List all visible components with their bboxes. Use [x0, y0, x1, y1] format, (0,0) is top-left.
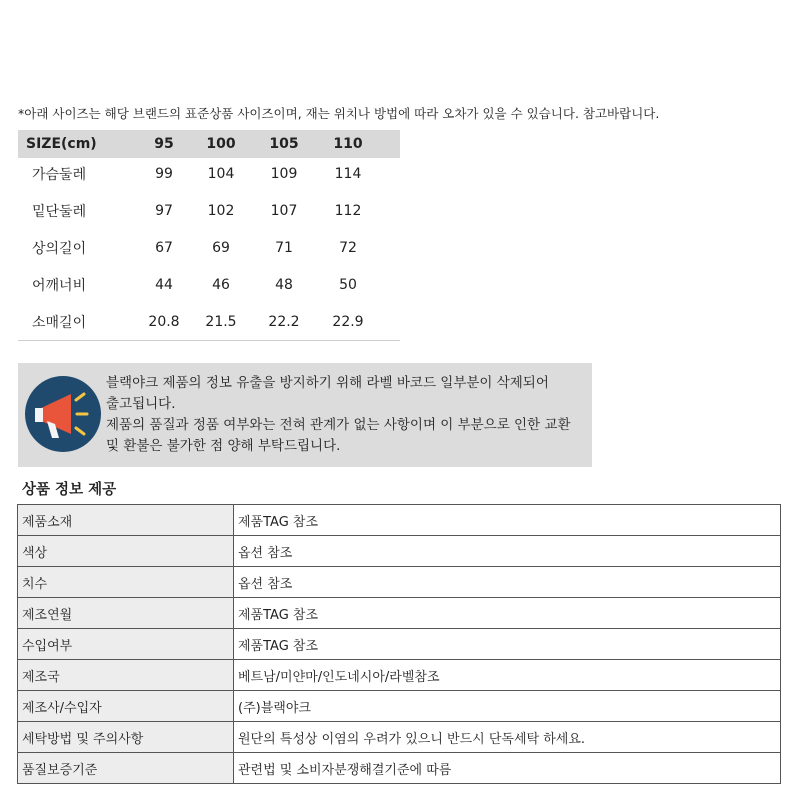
info-key: 제품소재 [18, 505, 234, 536]
table-row [18, 660, 781, 691]
info-key: 제조국 [18, 660, 234, 691]
info-value: 제품TAG 참조 [234, 505, 781, 536]
size-cell: 46 [212, 277, 230, 293]
notice-text [106, 373, 590, 457]
info-value: 원단의 특성상 이염의 우려가 있으니 반드시 단독세탁 하세요. [234, 722, 781, 753]
size-row-sleeve [18, 308, 400, 336]
size-row-chest [18, 160, 400, 188]
table-row [18, 567, 781, 598]
info-key: 색상 [18, 536, 234, 567]
size-cell: 48 [275, 277, 293, 293]
table-row [18, 753, 781, 784]
size-header-105: 105 [269, 136, 299, 152]
size-row-label: 밑단둘레 [32, 204, 87, 220]
size-cell: 72 [339, 240, 357, 256]
size-cell: 67 [155, 240, 173, 256]
size-cell: 97 [155, 203, 173, 219]
product-info-table [17, 504, 781, 784]
size-row-shoulder [18, 271, 400, 299]
size-cell: 107 [270, 203, 298, 219]
table-row [18, 536, 781, 567]
size-disclaimer-note: *아래 사이즈는 해당 브랜드의 표준상품 사이즈이며, 재는 위치나 방법에 따라 오차가 있을 수 있습니다. 참고바랍니다. [18, 106, 660, 121]
table-row [18, 598, 781, 629]
size-row-length [18, 234, 400, 262]
size-header-95: 95 [154, 136, 174, 152]
info-value: 베트남/미얀마/인도네시아/라벨참조 [234, 660, 781, 691]
info-value: 관련법 및 소비자분쟁해결기준에 따름 [234, 753, 781, 784]
info-key: 품질보증기준 [18, 753, 234, 784]
size-cell: 22.2 [268, 314, 300, 330]
size-row-label: 상의길이 [32, 241, 87, 257]
size-cell: 21.5 [205, 314, 237, 330]
table-row [18, 505, 781, 536]
info-key: 세탁방법 및 주의사항 [18, 722, 234, 753]
size-cell: 114 [334, 166, 362, 182]
table-row [18, 629, 781, 660]
size-cell: 112 [334, 203, 362, 219]
product-info-title: 상품 정보 제공 [22, 482, 117, 498]
info-value: 제품TAG 참조 [234, 629, 781, 660]
size-cell: 22.9 [332, 314, 364, 330]
size-cell: 20.8 [148, 314, 180, 330]
size-cell: 109 [270, 166, 298, 182]
size-cell: 50 [339, 277, 357, 293]
info-key: 치수 [18, 567, 234, 598]
notice-line: 및 환불은 불가한 점 양해 부탁드립니다. [106, 438, 341, 454]
size-header-100: 100 [206, 136, 236, 152]
size-header-110: 110 [333, 136, 363, 152]
size-row-hem [18, 197, 400, 225]
size-cell: 104 [207, 166, 235, 182]
size-cell: 71 [275, 240, 293, 256]
size-table-header [18, 130, 400, 158]
size-cell: 99 [155, 166, 173, 182]
megaphone-icon [25, 376, 101, 452]
notice-line: 제품의 품질과 정품 여부와는 전혀 관계가 없는 사항이며 이 부분으로 인한 교환 [106, 417, 571, 433]
info-key: 제조연월 [18, 598, 234, 629]
info-value: 옵션 참조 [234, 567, 781, 598]
size-row-label: 어깨너비 [32, 278, 87, 294]
barcode-notice-banner [18, 363, 592, 467]
table-row [18, 722, 781, 753]
info-value: 제품TAG 참조 [234, 598, 781, 629]
table-row [18, 691, 781, 722]
notice-line: 블랙야크 제품의 정보 유출을 방지하기 위해 라벨 바코드 일부분이 삭제되어 [106, 375, 549, 391]
size-row-label: 가슴둘레 [32, 167, 87, 183]
info-value: (주)블랙야크 [234, 691, 781, 722]
info-key: 제조사/수입자 [18, 691, 234, 722]
size-cell: 69 [212, 240, 230, 256]
notice-line: 출고됩니다. [106, 396, 176, 412]
size-cell: 44 [155, 277, 173, 293]
info-key: 수입여부 [18, 629, 234, 660]
size-cell: 102 [207, 203, 235, 219]
size-header-label: SIZE(cm) [26, 136, 97, 152]
size-row-label: 소매길이 [32, 315, 87, 331]
size-table-divider [18, 340, 400, 341]
info-value: 옵션 참조 [234, 536, 781, 567]
